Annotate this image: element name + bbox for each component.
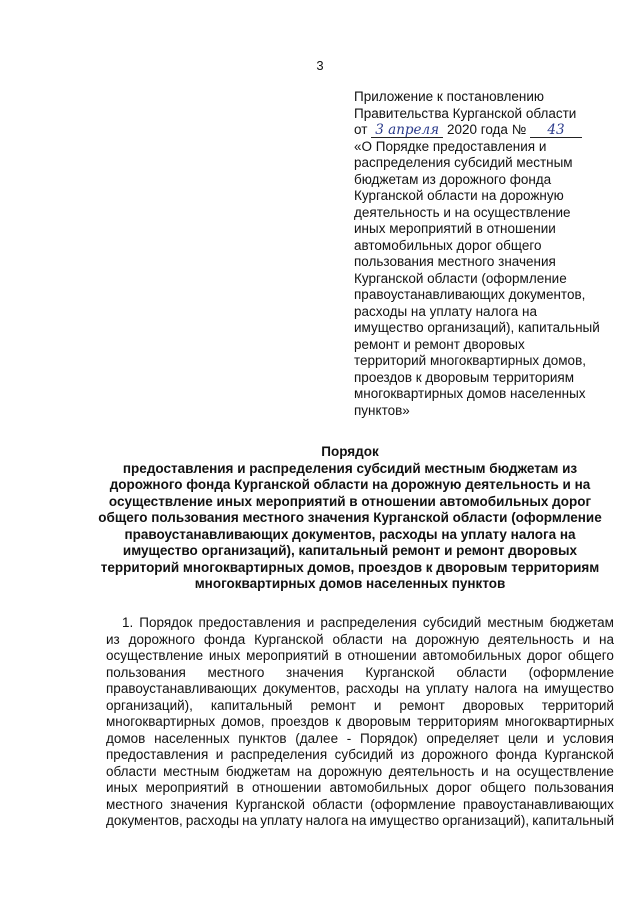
appendix-block [354,89,606,419]
appendix-line-2: Правительства Курганской области [354,105,577,121]
appendix-title-line: ремонт и ремонт дворовых [354,336,525,352]
body-line: 1. Порядок предоставления и распределения субсидий местным бюджетам [122,615,614,630]
appendix-title-line: иных мероприятий в отношении [354,221,556,236]
body-line: правоустанавливающих документов, расходы на уплату налога на имущество [106,681,614,696]
body-line: документов, расходы на уплату налога на имущество организаций), капитальный [106,813,614,828]
document-title-line: осуществление иных мероприятий в отношении автомобильных дорог [108,493,592,509]
body-line: пользования местного значения Курганской области (оформление [106,664,614,680]
appendix-title-line: пунктов» [354,402,410,418]
body-line: осуществление иных мероприятий в отношении автомобильных дорог общего [106,648,614,663]
body-line: области местным бюджетам на дорожную деятельность и на осуществление [106,763,614,779]
body-line: иных мероприятий в отношении автомобильных дорог общего пользования [106,780,614,795]
document-title-line: правоустанавливающих документов, расходы на уплату налога на [124,526,576,542]
appendix-title-line: распределения субсидий местным [354,155,573,170]
appendix-line-1: Приложение к постановлению [354,89,545,104]
appendix-title-line: «О Порядке предоставления и [354,138,547,154]
document-title-line: дорожного фонда Курганской области на дорожную деятельность и на [109,477,591,492]
page-number: 3 [316,58,324,73]
body-line: из дорожного фонда Курганской области на дорожную деятельность и на [106,631,614,647]
appendix-title [354,139,606,420]
body-line: местного значения Курганской области (оформление правоустанавливающих [106,796,614,812]
appendix-title-line: пользования местного значения [354,254,556,269]
document-title-line: имущество организаций), капитальный ремонт и ремонт дворовых [122,543,578,558]
appendix-title-line: деятельность и на осуществление [354,204,571,220]
appendix-title-line: правоустанавливающих документов, [354,287,586,302]
appendix-title-line: расходы на уплату налога на [354,303,537,319]
handwritten-date: 3 апреля [371,123,443,138]
appendix-title-line: бюджетам из дорожного фонда [354,171,552,187]
document-heading: Порядок [321,444,379,459]
body-line: многоквартирных домов, проездов к дворовым территориям многоквартирных [106,714,614,729]
date-year: 2020 года № [446,122,527,137]
appendix-title-line: автомобильных дорог общего [354,237,542,253]
document-title-line: общего пользования местного значения Курганской области (оформление [98,510,602,525]
handwritten-doc-number: 43 [530,123,582,138]
appendix-date-line [354,122,606,139]
body-line: организаций), капитальный ремонт и ремонт дворовых территорий [106,697,614,713]
appendix-title-line: проездов к дворовым территориям [354,369,575,385]
body-line: домов населенных пунктов (далее - Порядок) определяет цели и условия [106,730,614,746]
document-title-lines [80,461,620,593]
document-title-line: территорий многоквартирных домов, проездов к дворовым территориям [100,559,600,575]
appendix-title-line: территорий многоквартирных домов, [354,353,586,368]
appendix-title-line: Курганской области (оформление [354,270,567,286]
body-paragraph [106,615,614,830]
date-prefix: от [354,122,368,137]
document-title-line: многоквартирных домов населенных пунктов [194,576,506,591]
appendix-title-line: Курганской области на дорожную [354,188,564,203]
appendix-title-line: имущество организаций), капитальный [354,320,600,335]
body-line: предоставления и распределения субсидий из дорожного фонда Курганской [106,747,614,762]
document-title-block [80,444,620,593]
appendix-title-line: многоквартирных домов населенных [354,386,586,401]
document-title-line: предоставления и распределения субсидий местным бюджетам из [122,460,578,476]
